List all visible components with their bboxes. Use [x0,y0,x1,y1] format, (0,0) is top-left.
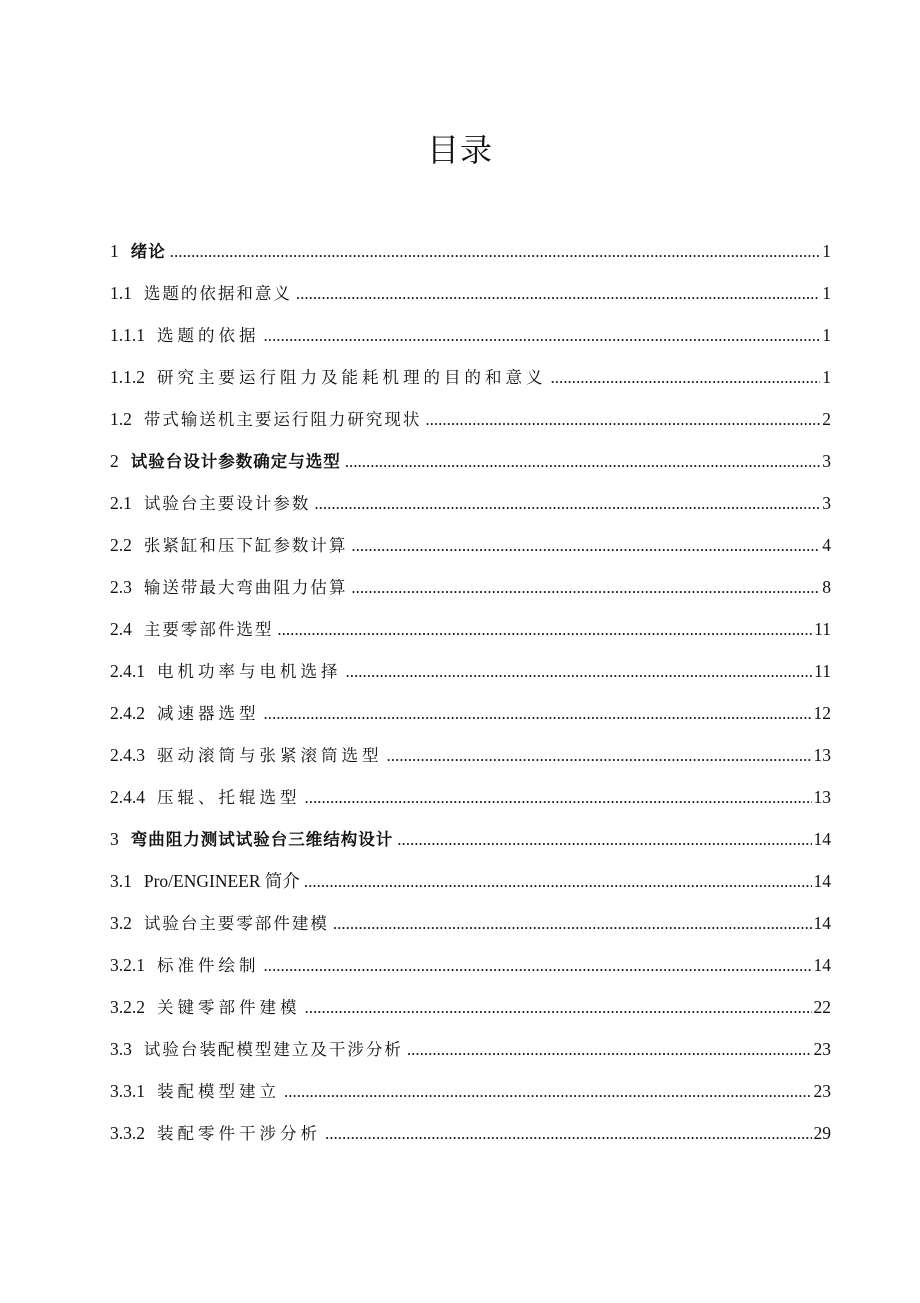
toc-entry[interactable] [110,608,831,650]
toc-entry-number: 1.1.1 [110,325,145,345]
toc-entry-number: 3.2 [110,913,132,933]
toc-entry-label: 绪论 [130,242,166,261]
toc-entry-label: 带式输送机主要运行阻力研究现状 [143,410,422,429]
toc-entry-number: 3.1 [110,871,132,891]
toc-entry-page-number: 22 [813,997,831,1017]
toc-entry[interactable] [110,944,831,986]
toc-entry-label: 关键零部件建模 [157,998,301,1017]
toc-entry-label: 驱动滚筒与张紧滚筒选型 [157,746,383,765]
toc-entry[interactable] [110,356,831,398]
toc-entry-label: 张紧缸和压下缸参数计算 [143,536,348,555]
toc-entry[interactable] [110,776,831,818]
toc-entry-page-number: 14 [813,871,831,891]
toc-entry-page-number: 11 [814,619,831,639]
toc-entry-number: 2.4.3 [110,745,145,765]
toc-entry-label: 减速器选型 [157,704,260,723]
toc-entry-page-number: 23 [813,1039,831,1059]
toc-entry[interactable] [110,314,831,356]
toc-entry-page-number: 29 [813,1123,831,1143]
toc-entry-page-number: 3 [822,493,831,513]
toc-entry-label: 电机功率与电机选择 [157,662,342,681]
toc-leader-dots [397,819,811,861]
toc-entry-page-number: 2 [822,409,831,429]
toc-entry-label: 装配模型建立 [157,1082,280,1101]
toc-entry-number: 2.2 [110,535,132,555]
toc-entry[interactable] [110,860,831,902]
toc-entry-page-number: 12 [813,703,831,723]
toc-leader-dots [264,693,812,735]
toc-entry-label: 选题的依据和意义 [143,284,292,303]
toc-leader-dots [277,609,812,651]
toc-entry[interactable] [110,482,831,524]
toc-entry-number: 2.4.2 [110,703,145,723]
toc-leader-dots [425,399,820,441]
toc-entry-number: 2.1 [110,493,132,513]
toc-entry-number: 2.3 [110,577,132,597]
toc-entry[interactable] [110,398,831,440]
toc-entry-label: 主要零部件选型 [143,620,274,639]
toc-leader-dots [264,945,812,987]
toc-leader-dots [351,567,820,609]
toc-entry-number: 2.4 [110,619,132,639]
toc-entry-number: 3 [110,829,119,849]
toc-leader-dots [333,903,812,945]
toc-entry-label: Pro/ENGINEER 简介 [143,871,300,891]
toc-title: 目录 [426,131,493,169]
toc-entry[interactable] [110,524,831,566]
toc-entry-page-number: 13 [813,787,831,807]
toc-entry-number: 1.1 [110,283,132,303]
toc-leader-dots [296,273,820,315]
toc-entry-page-number: 1 [822,325,831,345]
toc-leader-dots [551,357,821,399]
toc-entry[interactable] [110,272,831,314]
toc-entry[interactable] [110,1112,831,1154]
toc-entry-page-number: 1 [822,283,831,303]
toc-entry-label: 压辊、托辊选型 [157,788,301,807]
toc-leader-dots [345,441,821,483]
toc-entry[interactable] [110,986,831,1028]
toc-entry-page-number: 1 [822,241,831,261]
toc-entry[interactable] [110,440,831,482]
toc-entry-number: 1.1.2 [110,367,145,387]
toc-entry-label: 研究主要运行阻力及能耗机理的目的和意义 [157,368,547,387]
toc-entry[interactable] [110,902,831,944]
toc-entry-page-number: 11 [814,661,831,681]
toc-leader-dots [346,651,813,693]
toc-entry-label: 选题的依据 [157,326,260,345]
toc-leader-dots [387,735,812,777]
toc-entry-page-number: 3 [822,451,831,471]
toc-entry-page-number: 14 [813,829,831,849]
toc-entry-number: 3.2.2 [110,997,145,1017]
toc-entry-page-number: 14 [813,955,831,975]
toc-leader-dots [351,525,820,567]
toc-entry-page-number: 8 [822,577,831,597]
toc-entry-number: 3.2.1 [110,955,145,975]
toc-entry-label: 弯曲阻力测试试验台三维结构设计 [130,830,394,849]
toc-entry[interactable] [110,818,831,860]
toc-entry-number: 2.4.1 [110,661,145,681]
toc-leader-dots [264,315,821,357]
toc-leader-dots [284,1071,812,1113]
toc-entry-page-number: 1 [822,367,831,387]
toc-entry-label: 试验台主要零部件建模 [143,914,329,933]
toc-list [110,230,831,1154]
toc-entry-number: 2 [110,451,119,471]
toc-entry[interactable] [110,650,831,692]
toc-entry[interactable] [110,1070,831,1112]
toc-entry[interactable] [110,1028,831,1070]
toc-entry-label: 试验台设计参数确定与选型 [130,452,341,471]
toc-entry[interactable] [110,692,831,734]
toc-leader-dots [304,861,812,903]
toc-leader-dots [170,231,821,273]
toc-entry[interactable] [110,734,831,776]
toc-leader-dots [325,1113,812,1155]
toc-entry-page-number: 13 [813,745,831,765]
toc-entry-number: 3.3.1 [110,1081,145,1101]
toc-leader-dots [314,483,820,525]
toc-entry-page-number: 23 [813,1081,831,1101]
toc-entry[interactable] [110,566,831,608]
toc-entry-number: 1 [110,241,119,261]
toc-entry-label: 装配零件干涉分析 [157,1124,321,1143]
toc-entry-number: 3.3.2 [110,1123,145,1143]
toc-entry-label: 试验台装配模型建立及干涉分析 [143,1040,403,1059]
toc-leader-dots [407,1029,812,1071]
toc-entry-label: 标准件绘制 [157,956,260,975]
toc-entry-number: 3.3 [110,1039,132,1059]
toc-entry-label: 试验台主要设计参数 [143,494,311,513]
toc-entry[interactable] [110,230,831,272]
toc-entry-page-number: 14 [813,913,831,933]
toc-entry-number: 1.2 [110,409,132,429]
toc-leader-dots [305,777,812,819]
toc-entry-number: 2.4.4 [110,787,145,807]
toc-entry-page-number: 4 [822,535,831,555]
toc-entry-label: 输送带最大弯曲阻力估算 [143,578,348,597]
toc-leader-dots [305,987,812,1029]
